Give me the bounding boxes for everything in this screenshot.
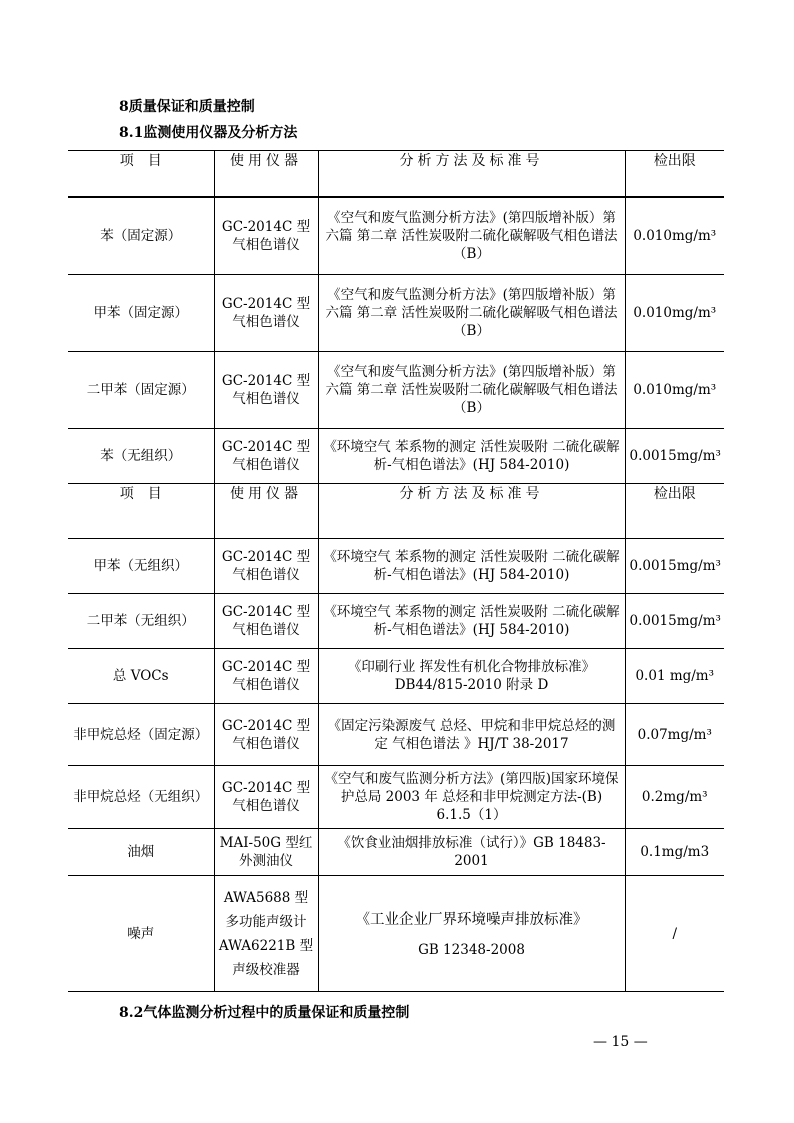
item-cell: 甲苯（无组织）: [68, 539, 214, 594]
header-limit: 检出限: [625, 484, 724, 539]
header-method: 分析方法及标准号: [318, 484, 625, 539]
subsection-heading-quality-control: 8.2气体监测分析过程中的质量保证和质量控制: [119, 1005, 410, 1021]
header-instrument: 使用仪器: [214, 151, 318, 197]
instrument-cell: GC-2014C 型气相色谱仪: [214, 198, 318, 275]
instrument-line: 多功能声级计: [225, 913, 307, 930]
method-cell: 《空气和废气监测分析方法》(第四版增补版）第六篇 第二章 活性炭吸附二硫化碳解吸气相色谱法（B）: [318, 198, 625, 275]
table-row: [68, 766, 724, 829]
item-cell: 非甲烷总烃（固定源）: [68, 704, 214, 766]
instrument-method-table: [68, 150, 724, 992]
method-cell: 《空气和废气监测分析方法》(第四版增补版）第六篇 第二章 活性炭吸附二硫化碳解吸气相色谱法（B）: [318, 275, 625, 352]
table-row: [68, 198, 724, 275]
table-row: [68, 704, 724, 766]
method-cell: 《环境空气 苯系物的测定 活性炭吸附 二硫化碳解析-气相色谱法》(HJ 584-2010): [318, 539, 625, 594]
limit-cell: 0.0015mg/m³: [625, 429, 724, 484]
item-cell: 总 VOCs: [68, 649, 214, 704]
table-row-noise: [68, 876, 724, 992]
limit-cell: 0.010mg/m³: [625, 352, 724, 429]
limit-cell: 0.07mg/m³: [625, 704, 724, 766]
header-instrument: 使用仪器: [214, 484, 318, 539]
limit-cell: 0.2mg/m³: [625, 766, 724, 829]
method-cell: 《环境空气 苯系物的测定 活性炭吸附 二硫化碳解析-气相色谱法》(HJ 584-2010): [318, 594, 625, 649]
limit-cell: 0.010mg/m³: [625, 198, 724, 275]
method-cell: 《空气和废气监测分析方法》(第四版增补版）第六篇 第二章 活性炭吸附二硫化碳解吸气相色谱法（B）: [318, 352, 625, 429]
item-cell: 二甲苯（无组织）: [68, 594, 214, 649]
table-row: [68, 352, 724, 429]
table-row: [68, 594, 724, 649]
header-item: 项 目: [68, 151, 214, 197]
method-cell: [318, 876, 625, 992]
instrument-cell: GC-2014C 型气相色谱仪: [214, 352, 318, 429]
method-cell: 《空气和废气监测分析方法》(第四版)国家环境保护总局 2003 年 总烃和非甲烷测定方法-(B) 6.1.5（1）: [318, 766, 625, 829]
method-title: 《工业企业厂界环境噪声排放标准》: [355, 911, 588, 928]
table-row: [68, 539, 724, 594]
section-heading: 8质量保证和质量控制: [119, 99, 255, 115]
instrument-cell: GC-2014C 型气相色谱仪: [214, 275, 318, 352]
limit-cell: 0.01 mg/m³: [625, 649, 724, 704]
page-number: — 15 —: [593, 1034, 648, 1050]
instrument-cell: GC-2014C 型气相色谱仪: [214, 766, 318, 829]
instrument-cell: [214, 876, 318, 992]
item-cell: 苯（无组织）: [68, 429, 214, 484]
limit-cell: 0.0015mg/m³: [625, 594, 724, 649]
instrument-cell: GC-2014C 型气相色谱仪: [214, 594, 318, 649]
item-cell: 油烟: [68, 829, 214, 876]
item-cell: 二甲苯（固定源）: [68, 352, 214, 429]
limit-cell: /: [625, 876, 724, 992]
subsection-heading-instruments: 8.1监测使用仪器及分析方法: [119, 125, 298, 141]
header-method: 分析方法及标准号: [318, 151, 625, 197]
table-row: [68, 829, 724, 876]
table-row: [68, 649, 724, 704]
instrument-cell: GC-2014C 型气相色谱仪: [214, 649, 318, 704]
instrument-cell: MAI-50G 型红外测油仪: [214, 829, 318, 876]
instrument-line: AWA5688 型: [223, 889, 309, 906]
header-item: 项 目: [68, 484, 214, 539]
table-row: [68, 275, 724, 352]
instrument-line: AWA6221B 型: [218, 937, 314, 954]
instrument-line: 声级校准器: [232, 961, 300, 978]
table-row: [68, 429, 724, 484]
method-cell: 《饮食业油烟排放标准（试行）》GB 18483-2001: [318, 829, 625, 876]
limit-cell: 0.1mg/m3: [625, 829, 724, 876]
item-cell: 噪声: [68, 876, 214, 992]
table-header-row: [68, 151, 724, 197]
header-limit: 检出限: [625, 151, 724, 197]
table-header-row-repeat: [68, 484, 724, 539]
item-cell: 非甲烷总烃（无组织）: [68, 766, 214, 829]
instrument-cell: GC-2014C 型气相色谱仪: [214, 539, 318, 594]
method-cell: 《环境空气 苯系物的测定 活性炭吸附 二硫化碳解析-气相色谱法》(HJ 584-2010): [318, 429, 625, 484]
method-code: GB 12348-2008: [418, 941, 525, 958]
item-cell: 苯（固定源）: [68, 198, 214, 275]
instrument-cell: GC-2014C 型气相色谱仪: [214, 429, 318, 484]
item-cell: 甲苯（固定源）: [68, 275, 214, 352]
method-cell: 《固定污染源废气 总烃、甲烷和非甲烷总烃的测定 气相色谱法 》HJ/T 38-2017: [318, 704, 625, 766]
instrument-cell: GC-2014C 型气相色谱仪: [214, 704, 318, 766]
limit-cell: 0.0015mg/m³: [625, 539, 724, 594]
method-cell: 《印刷行业 挥发性有机化合物排放标准》DB44/815-2010 附录 D: [318, 649, 625, 704]
limit-cell: 0.010mg/m³: [625, 275, 724, 352]
